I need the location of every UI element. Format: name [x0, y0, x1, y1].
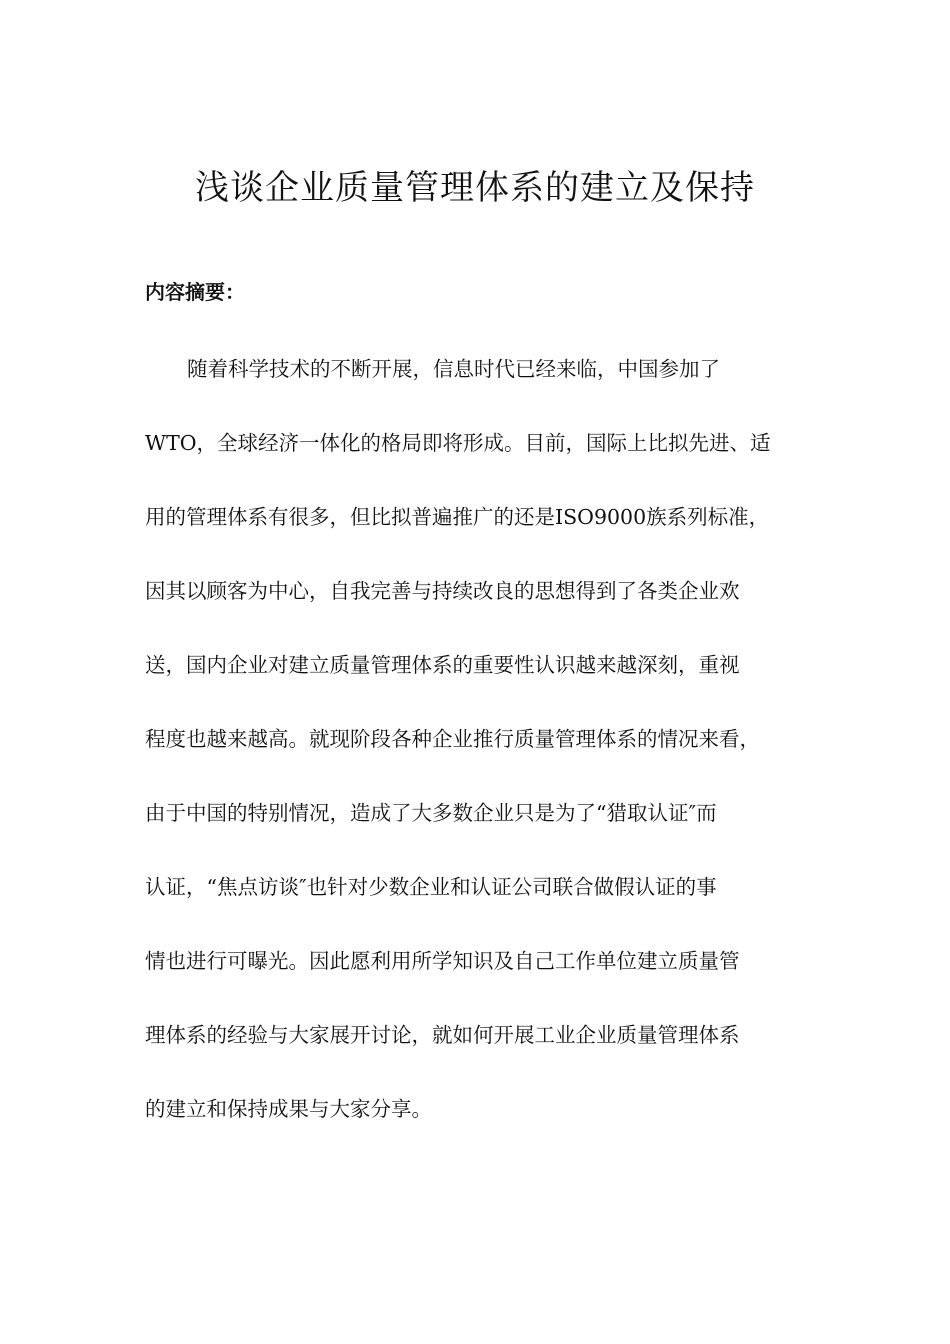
- abstract-line: 因其以顾客为中心，自我完善与持续改良的思想得到了各类企业欢: [145, 579, 740, 603]
- abstract-line: 的建立和保持成果与大家分享。: [145, 1097, 432, 1121]
- abstract-line: 用的管理体系有很多，但比拟普遍推广的还是ISO9000族系列标准，: [145, 505, 770, 529]
- abstract-line: 情也进行可曝光。因此愿利用所学知识及自己工作单位建立质量管: [145, 949, 740, 973]
- abstract-line: 认证，“焦点访谈″也针对少数企业和认证公司联合做假认证的事: [145, 875, 717, 899]
- abstract-heading: 内容摘要：: [145, 280, 245, 304]
- abstract-line: 理体系的经验与大家展开讨论，就如何开展工业企业质量管理体系: [145, 1023, 740, 1047]
- abstract-line: 程度也越来越高。就现阶段各种企业推行质量管理体系的情况来看，: [145, 727, 760, 751]
- abstract-line: 送，国内企业对建立质量管理体系的重要性认识越来越深刻，重视: [145, 653, 740, 677]
- abstract-line: WTO，全球经济一体化的格局即将形成。目前，国际上比拟先进、适: [145, 431, 771, 455]
- abstract-paragraph: [145, 332, 809, 1146]
- abstract-line: 由于中国的特别情况，造成了大多数企业只是为了“猎取认证″而: [145, 801, 717, 825]
- document-title: 浅谈企业质量管理体系的建立及保持: [195, 168, 755, 208]
- abstract-line: 随着科学技术的不断开展，信息时代已经来临，中国参加了: [187, 357, 720, 381]
